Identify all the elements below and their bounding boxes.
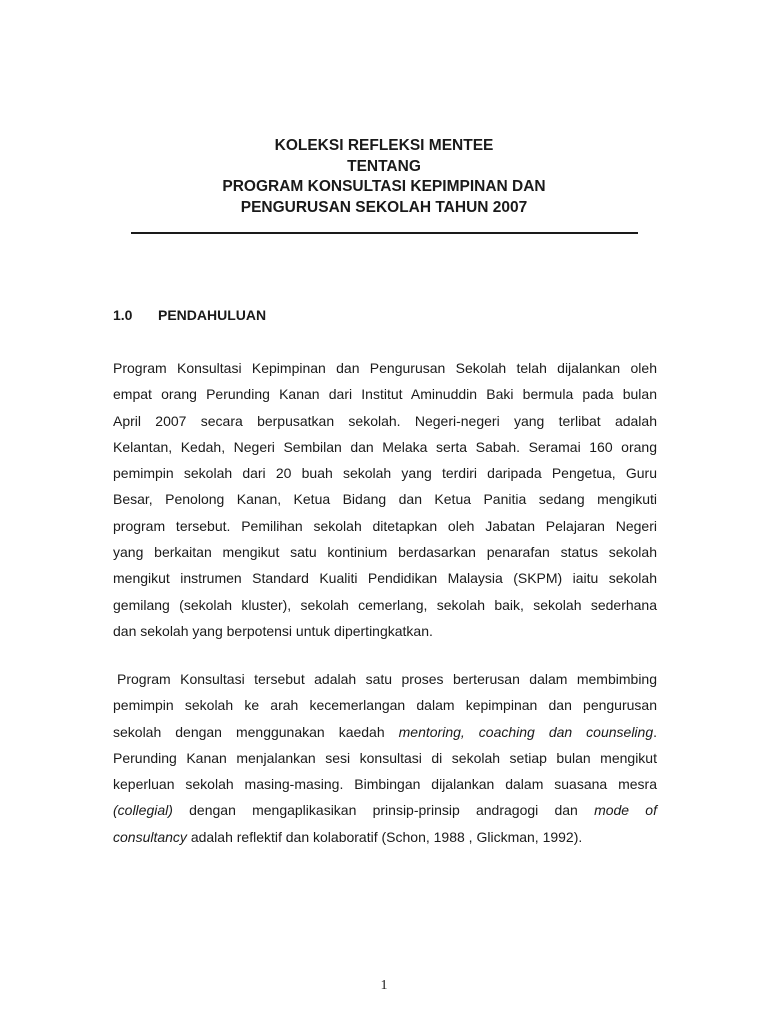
title-underline-rule <box>131 232 638 234</box>
paragraph-consultation <box>113 666 657 850</box>
paragraph-line: gemilang (sekolah kluster), sekolah cemerlang, sekolah baik, sekolah sederhana <box>113 596 657 613</box>
paragraph-text: Program Konsultasi tersebut adalah satu proses berterusan dalam membimbing <box>117 671 657 687</box>
paragraph-line: Perunding Kanan menjalankan sesi konsultasi di sekolah setiap bulan mengikut <box>113 749 657 766</box>
page-number: 1 <box>380 978 388 993</box>
italic-term: consultancy <box>113 828 187 845</box>
section-number: 1.0 <box>113 307 133 323</box>
italic-term: (collegial) <box>113 802 173 819</box>
paragraph-line <box>113 797 657 823</box>
paragraph-line: Kelantan, Kedah, Negeri Sembilan dan Melaka serta Sabah. Seramai 160 orang <box>113 438 657 455</box>
paragraph-line: program tersebut. Pemilihan sekolah ditetapkan oleh Jabatan Pelajaran Negeri <box>113 517 657 534</box>
paragraph-introduction <box>113 355 657 644</box>
paragraph-text: dengan mengaplikasikan prinsip-prinsip andragogi dan <box>172 802 595 819</box>
paragraph-line <box>113 824 657 850</box>
paragraph-line <box>113 719 657 745</box>
paragraph-text: sekolah dengan menggunakan kaedah <box>113 723 399 740</box>
paragraph-line: dan sekolah yang berpotensi untuk dipertingkatkan. <box>113 622 433 639</box>
paragraph-line: April 2007 secara berpusatkan sekolah. Negeri-negeri yang terlibat adalah <box>113 412 657 429</box>
paragraph-line: pemimpin sekolah ke arah kecemerlangan dalam kepimpinan dan pengurusan <box>113 697 657 714</box>
paragraph-line <box>113 666 657 692</box>
paragraph-line: Besar, Penolong Kanan, Ketua Bidang dan Ketua Panitia sedang mengikuti <box>113 491 657 508</box>
title-line: PENGURUSAN SEKOLAH TAHUN 2007 <box>240 198 528 216</box>
title-line: KOLEKSI REFLEKSI MENTEE <box>274 137 494 154</box>
paragraph-line: keperluan sekolah masing-masing. Bimbingan dijalankan dalam suasana mesra <box>113 776 657 793</box>
paragraph-line: yang berkaitan mengikut satu kontinium berdasarkan penarafan status sekolah <box>113 544 657 561</box>
paragraph-line: empat orang Perunding Kanan dari Institut Aminuddin Baki bermula pada bulan <box>113 386 657 403</box>
paragraph-text: . <box>653 723 658 740</box>
paragraph-text: adalah reflektif dan kolaboratif (Schon, 1988 , Glickman, 1992). <box>186 828 583 845</box>
italic-term: mode of <box>594 802 657 819</box>
title-line: PROGRAM KONSULTASI KEPIMPINAN DAN <box>222 178 546 195</box>
paragraph-line: Program Konsultasi Kepimpinan dan Pengurusan Sekolah telah dijalankan oleh <box>113 360 657 376</box>
title-line: TENTANG <box>347 157 421 175</box>
paragraph-line: pemimpin sekolah dari 20 buah sekolah yang terdiri daripada Pengetua, Guru <box>113 465 657 482</box>
paragraph-line: mengikut instrumen Standard Kualiti Pendidikan Malaysia (SKPM) iaitu sekolah <box>113 570 657 587</box>
section-heading <box>113 306 266 324</box>
document-title <box>0 136 768 218</box>
italic-term: mentoring, coaching dan counseling <box>398 723 654 740</box>
section-title: PENDAHULUAN <box>158 307 267 323</box>
